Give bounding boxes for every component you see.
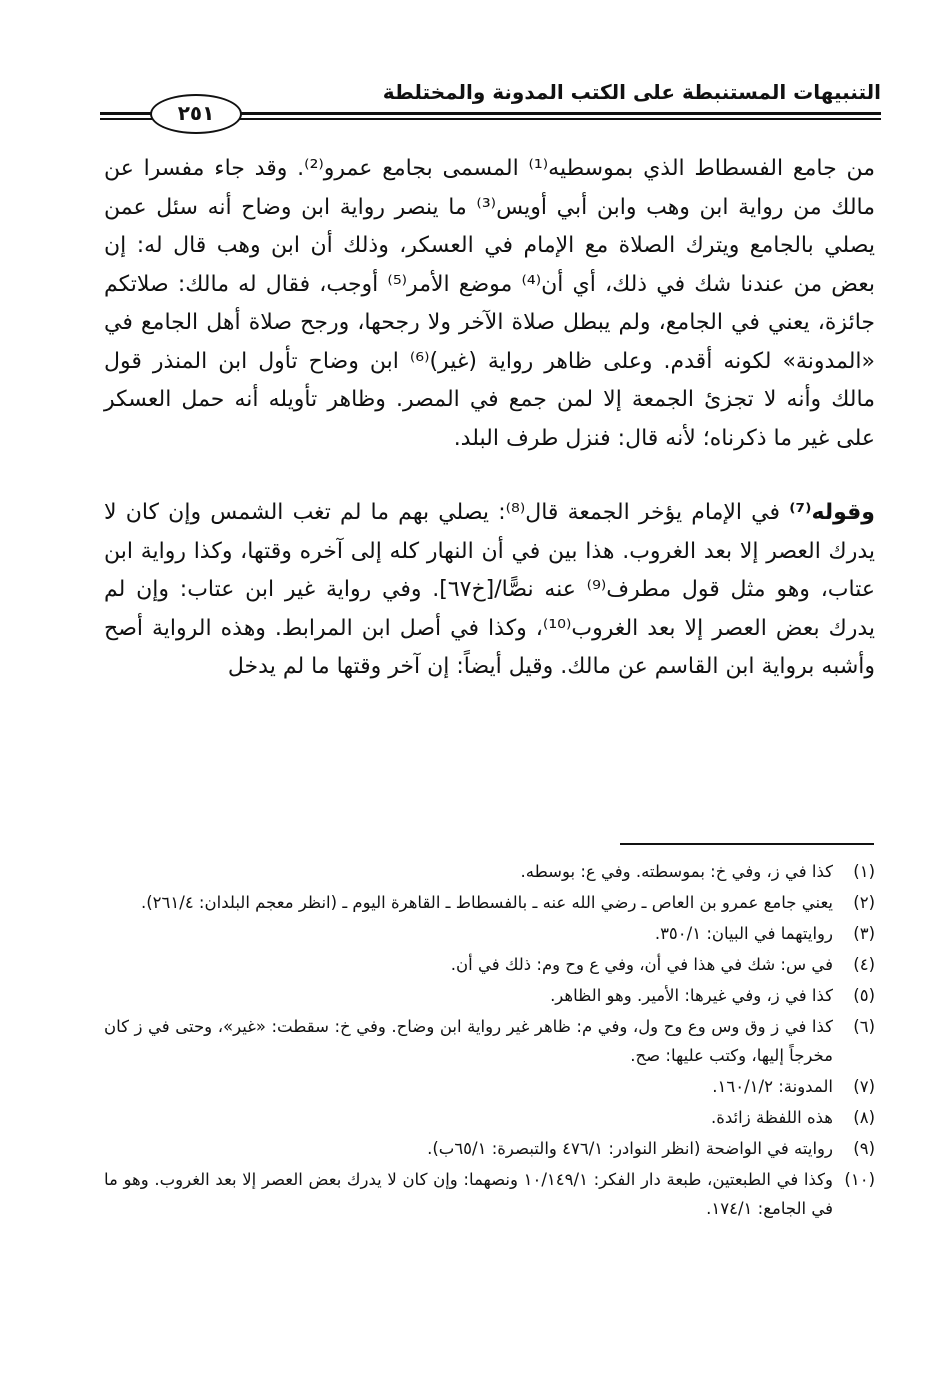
footnote-number: (١٠) [844,1170,875,1189]
footnote [104,888,875,917]
footnote [104,857,875,886]
footnote-number: (٦) [853,1017,875,1036]
footnote-number: (١) [853,862,875,881]
footnote-text: روايته في الواضحة (انظر النوادر: ٤٧٦/١ والتبصرة: ٦٥/١ب). [427,1139,833,1158]
footnote [104,950,875,979]
footnote-number: (٩) [853,1139,875,1158]
footnote-number: (٧) [853,1077,875,1096]
footnote-number: (٢) [853,893,875,912]
footnote-number: (٥) [853,986,875,1005]
footnote-text: في س: شك في هذا في أن، وفي ع وح وم: ذلك في أن. [450,955,833,974]
footnote-text: روايتهما في البيان: ٣٥٠/١. [654,924,833,943]
footnote [104,1103,875,1132]
running-title: التنبيهات المستنبطة على الكتب المدونة والمختلطة [382,80,881,104]
footnote-text: هذه اللفظة زائدة. [711,1108,833,1127]
page-header [100,74,881,130]
footnote-text: كذا في ز، وفي غيرها: الأمير. وهو الظاهر. [550,986,833,1005]
footnote-text: كذا في ز، وفي خ: بموسطته. وفي ع: بوسطه. [520,862,833,881]
footnote-text: كذا في ز وق وس وع وح ول، وفي م: ظاهر غير رواية ابن وضاح. وفي خ: سقطت: «غير»، وحتى في ز كان مخرجاً إليها، وكتب عليها: صح. [104,1017,833,1065]
footnote-number: (٨) [853,1108,875,1127]
footnote-number: (٤) [853,955,875,974]
footnote [104,1165,875,1223]
page-number: ٢٥١ [150,94,242,134]
paragraph-2 [104,494,875,687]
paragraph-1: من جامع الفسطاط الذي بموسطيه⁽¹⁾ المسمى بجامع عمرو⁽²⁾. وقد جاء مفسرا عن مالك من رواية ابن وهب وابن أبي أويس⁽³⁾ ما ينصر رواية ابن وضاح أنه سئل عمن يصلي بالجامع ويترك الصلاة مع الإمام في العسكر، وذلك أن ابن وهب قال له: إن بعض من عندنا شك في ذلك، أي أن⁽⁴⁾ موضع الأمر⁽⁵⁾ أوجب، فقال له مالك: صلاتكم جائزة، يعني في الجامع، ولم يبطل صلاة الآخر ولا رجحها، ورجح صلاة أهل الجامع في «المدونة» لكونه أقدم. وعلى ظاهر رواية (غير)⁽⁶⁾ ابن وضاح تأول ابن المنذر قول مالك وأنه لا تجزئ الجمعة إلا لمن جمع في المصر. وظاهر تأويله أنه حمل العسكر على غير ما ذكرناه؛ لأنه قال: فنزل طرف البلد. [104,156,876,451]
footnote [104,1134,875,1163]
footnote [104,981,875,1010]
footnote-text: وكذا في الطبعتين، طبعة دار الفكر: ١٠/١٤٩/١ ونصهما: وإن كان لا يدرك بعض العصر إلا بعد الغروب. وهو ما في الجامع: ١٧٤/١. [104,1170,833,1218]
paragraph-2-lead: وقوله⁽⁷⁾ [789,500,875,525]
footnote [104,919,875,948]
footnote-text: يعني جامع عمرو بن العاص ـ رضي الله عنه ـ بالفسطاط ـ القاهرة اليوم ـ (انظر معجم البلدان: ٢٦١/٤). [140,893,833,912]
main-text [104,150,875,687]
footnote-text: المدونة: ١٦٠/١/٢. [712,1077,833,1096]
footnote-separator [620,843,874,845]
footnote [104,1012,875,1070]
paragraph-2-text: في الإمام يؤخر الجمعة قال⁽⁸⁾: يصلي بهم ما لم تغب الشمس وإن كان لا يدرك العصر إلا بعد الغروب. هذا بين في أن النهار كله إلى آخره وقتها، وكذا رواية ابن عتاب، وهو مثل قول مطرف⁽⁹⁾ عنه نصًّا/[خ٦٧]. وفي رواية غير ابن عتاب: وإن لم يدرك بعض العصر إلا بعد الغروب⁽¹⁰⁾، وكذا في أصل ابن المرابط. وهذه الرواية أصح وأشبه برواية ابن القاسم عن مالك. وقيل أيضاً: إن آخر وقتها ما لم يدخل [104,500,876,679]
footnotes [104,857,875,1225]
footnote [104,1072,875,1101]
footnote-number: (٣) [853,924,875,943]
